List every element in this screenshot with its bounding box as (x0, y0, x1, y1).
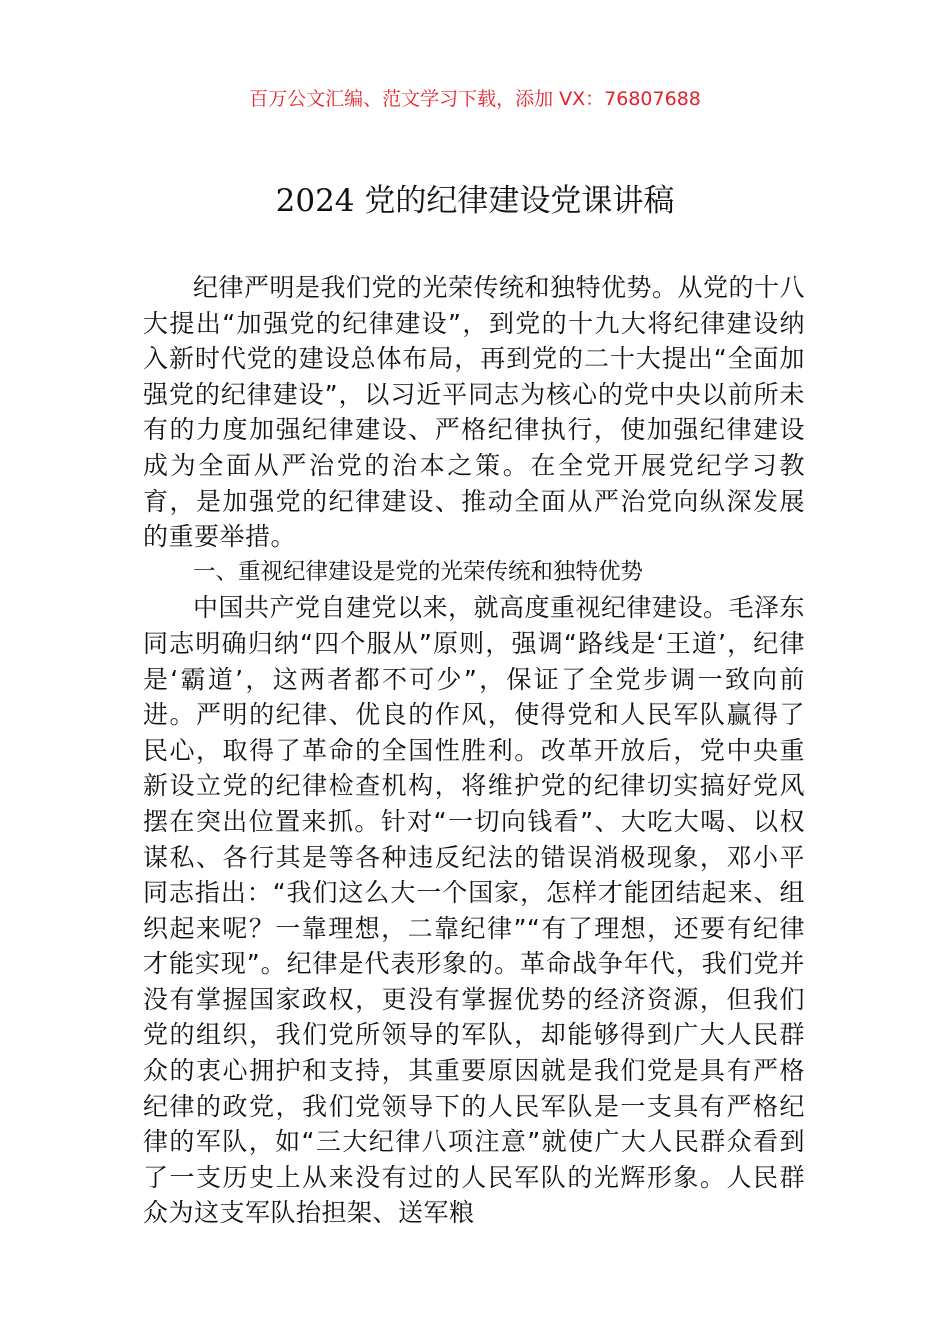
watermark-banner: 百万公文汇编、范文学习下载，添加 VX：76807688 (249, 88, 701, 110)
section-heading-1: 一、重视纪律建设是党的光荣传统和独特优势 (193, 558, 644, 585)
document-body (143, 270, 805, 1231)
intro-paragraph: 纪律严明是我们党的光荣传统和独特优势。从党的十八大提出“加强党的纪律建设”，到党的十九大将纪律建设纳入新时代党的建设总体布局，再到党的二十大提出“全面加强党的纪律建设”，以习近平同志为核心的党中央以前所未有的力度加强纪律建设、严格纪律执行，使加强纪律建设成为全面从严治党的治本之策。在全党开展党纪学习教育，是加强党的纪律建设、推动全面从严治党向纵深发展的重要举措。 (143, 273, 806, 552)
section-1-paragraph: 中国共产党自建党以来，就高度重视纪律建设。毛泽东同志明确归纳“四个服从”原则，强调“路线是‘王道’，纪律是‘霸道’，这两者都不可少”，保证了全党步调一致向前进。严明的纪律、优良的作风，使得党和人民军队赢得了民心，取得了革命的全国性胜利。改革开放后，党中央重新设立党的纪律检查机构，将维护党的纪律切实搞好党风摆在突出位置来抓。针对“一切向钱看”、大吃大喝、以权谋私、各行其是等各种违反纪法的错误消极现象，邓小平同志指出：“我们这么大一个国家，怎样才能团结起来、组织起来呢？一靠理想，二靠纪律”“有了理想，还要有纪律才能实现”。纪律是代表形象的。革命战争年代，我们党并没有掌握国家政权，更没有掌握优势的经济资源，但我们党的组织，我们党所领导的军队，却能够得到广大人民群众的衷心拥护和支持，其重要原因就是我们党是具有严格纪律的政党，我们党领导下的人民军队是一支具有严格纪律的军队，如“三大纪律八项注意”就使广大人民群众看到了一支历史上从来没有过的人民军队的光辉形象。人民群众为这支军队抬担架、送军粮 (143, 593, 806, 1228)
document-title: 2024 党的纪律建设党课讲稿 (275, 183, 675, 219)
